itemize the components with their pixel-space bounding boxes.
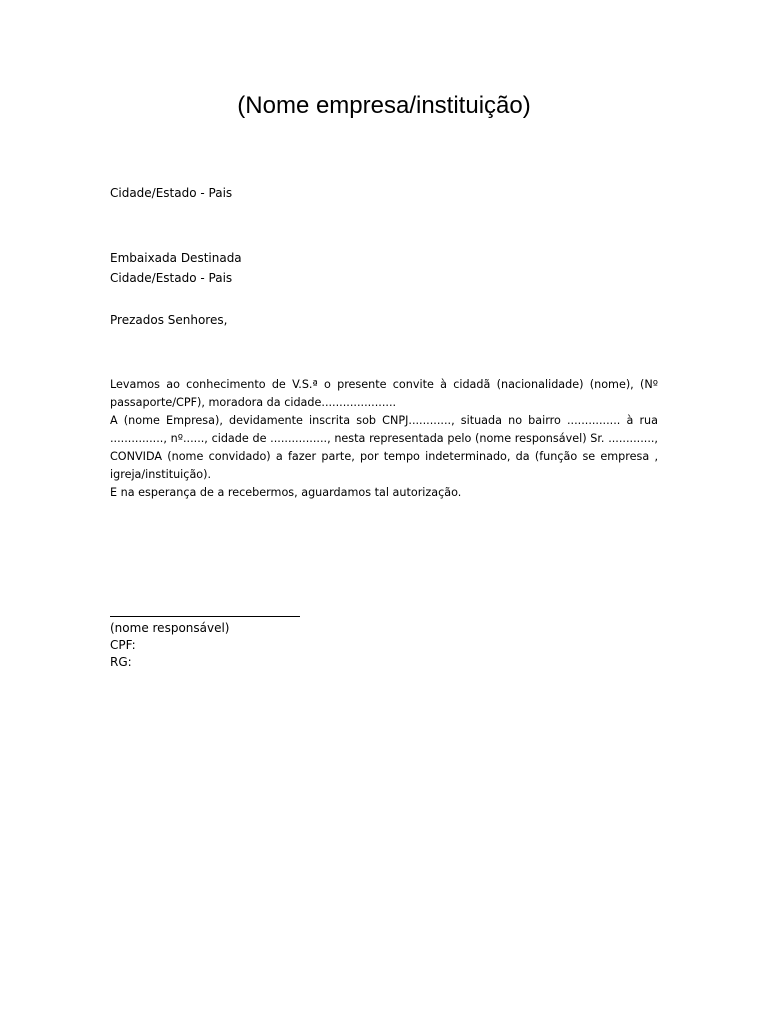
document-title: (Nome empresa/instituição) xyxy=(237,92,531,119)
letter-body xyxy=(110,376,658,502)
signature-name: (nome responsável) xyxy=(110,621,230,635)
recipient-name: Embaixada Destinada xyxy=(110,251,242,265)
body-paragraph: A (nome Empresa), devidamente inscrita sob CNPJ............, situada no bairro ............... à rua ..............., nº......, cidade de ................, nesta representada pelo (nome responsável) Sr. ............., CONVIDA (nome convidado) a fazer parte, por tempo indeterminado, da (função se empresa , igreja/instituição). xyxy=(110,414,658,481)
signature-rg-label: RG: xyxy=(110,655,132,669)
signature-cpf-label: CPF: xyxy=(110,638,136,652)
sender-location: Cidade/Estado - Pais xyxy=(110,186,233,200)
signature-line xyxy=(110,616,300,617)
salutation: Prezados Senhores, xyxy=(110,313,228,327)
recipient-location: Cidade/Estado - Pais xyxy=(110,271,233,285)
body-paragraph: E na esperança de a recebermos, aguardamos tal autorização. xyxy=(110,486,462,499)
body-paragraph: Levamos ao conhecimento de V.S.ª o presente convite à cidadã (nacionalidade) (nome), (Nº passaporte/CPF), moradora da cidade..................... xyxy=(110,378,658,409)
